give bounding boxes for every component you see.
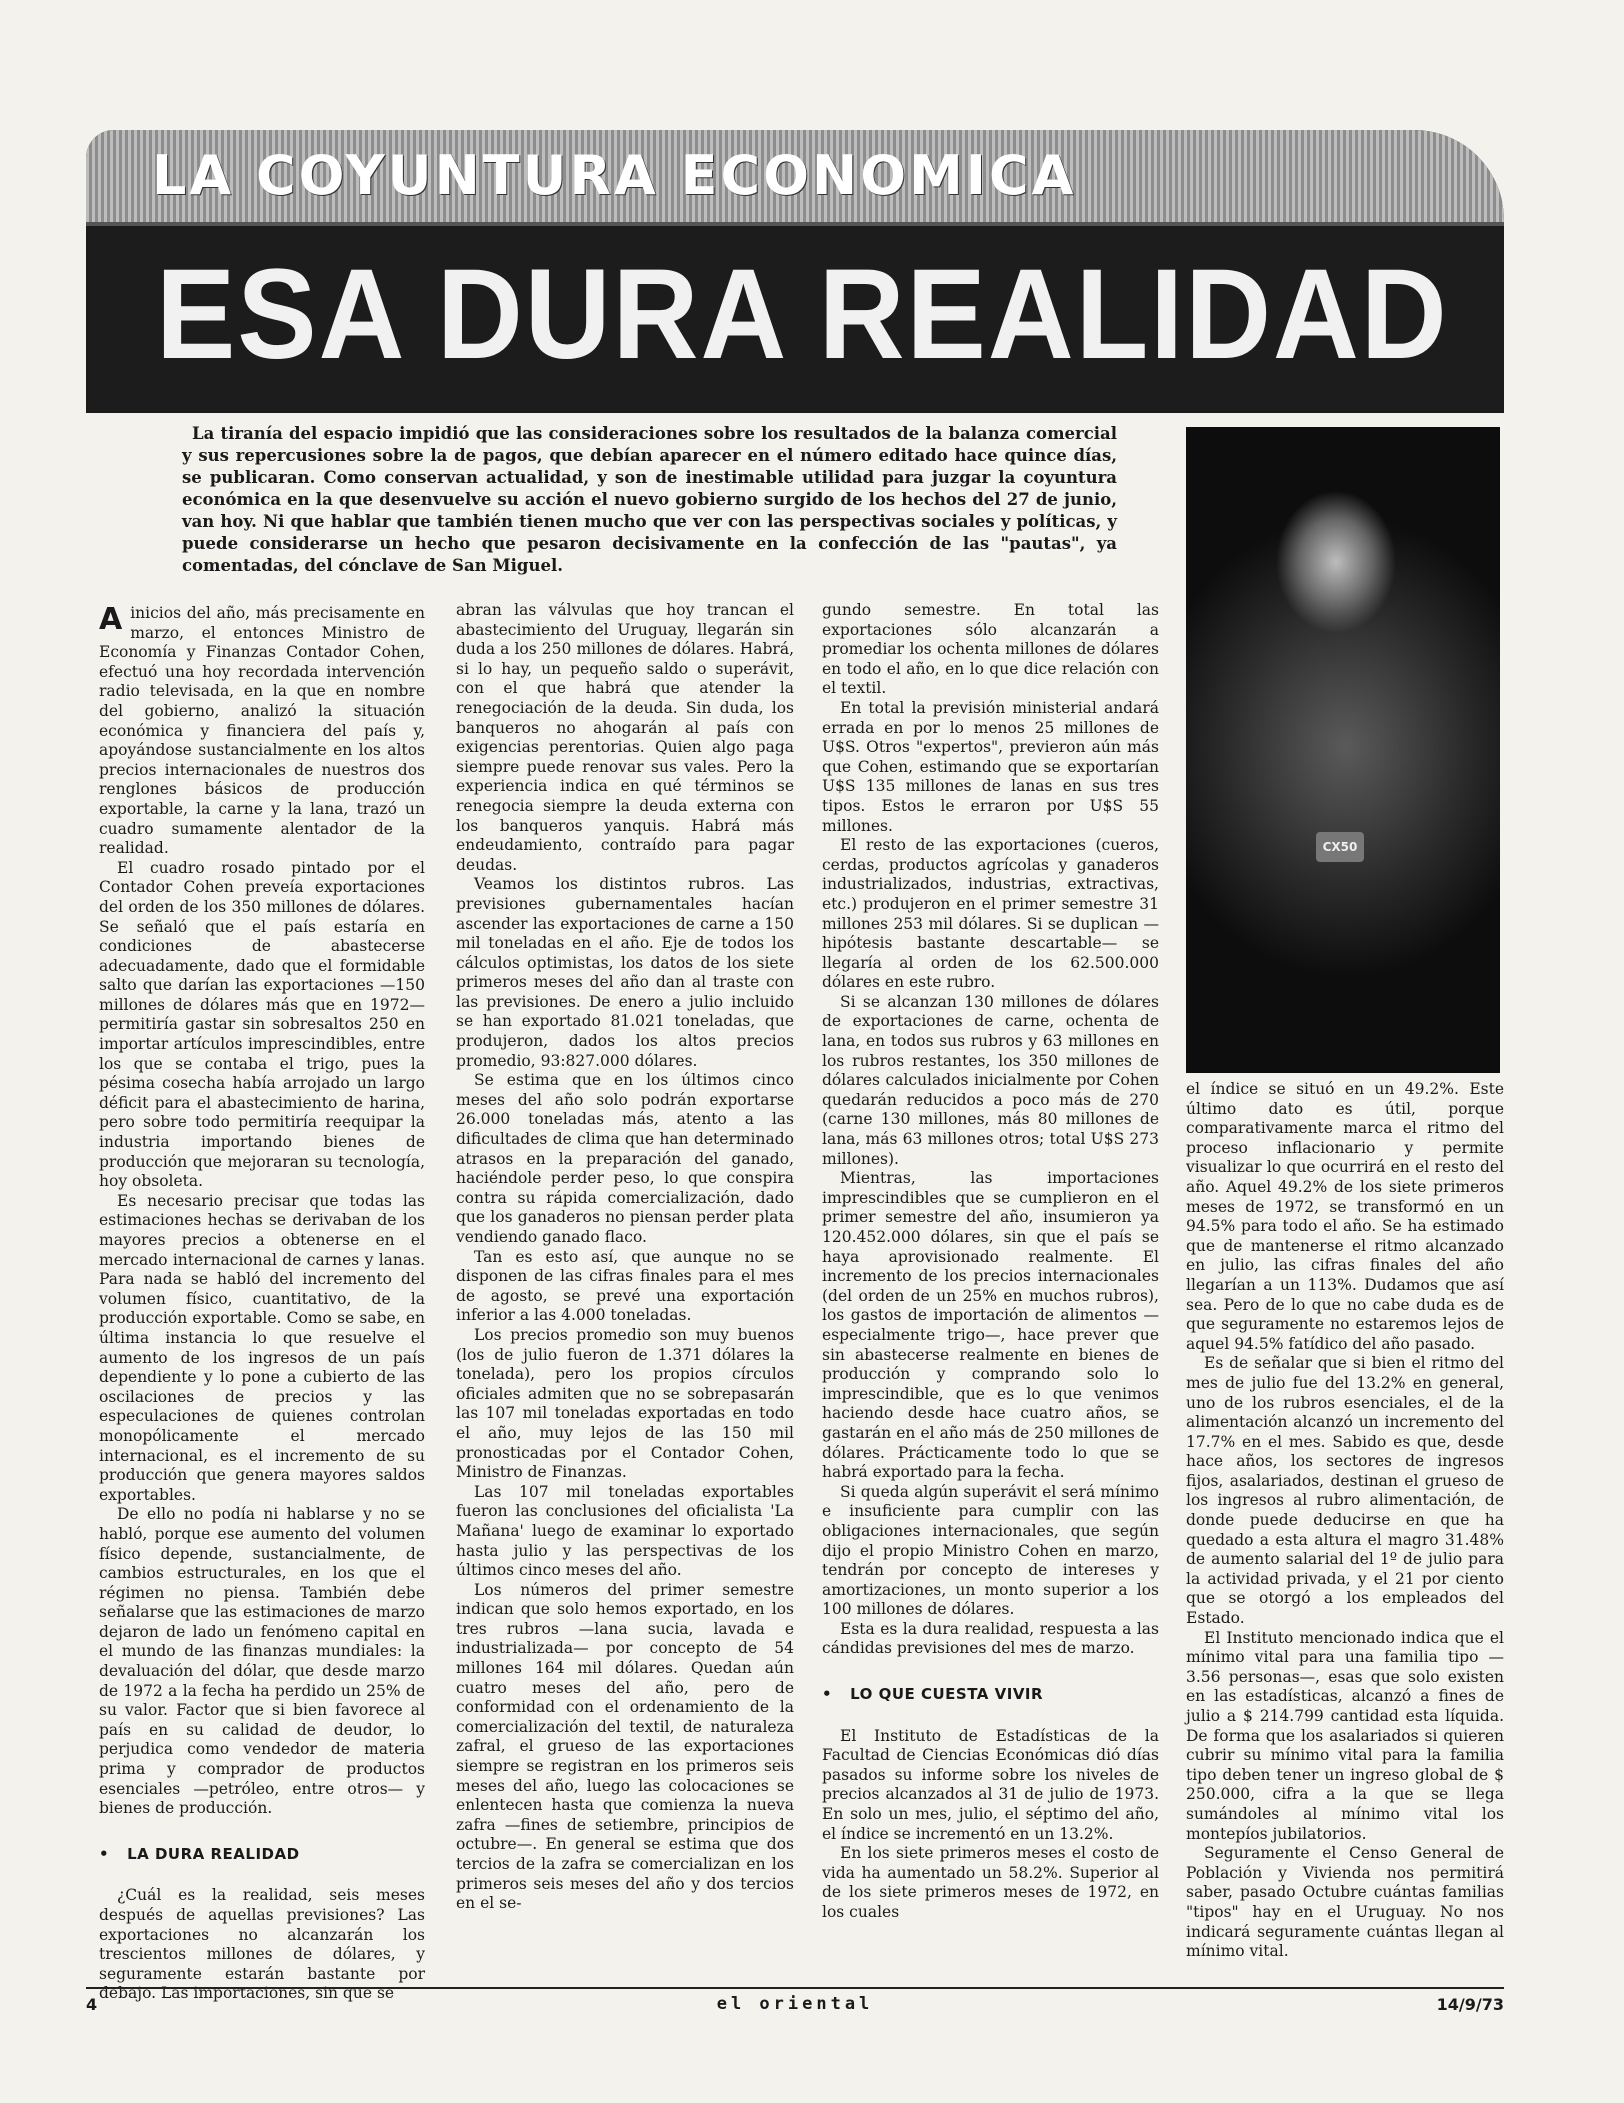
paragraph: Esta es la dura realidad, respuesta a las cándidas previsiones del mes de marzo. [822, 1619, 1159, 1658]
title-banner [86, 130, 1504, 413]
microphone-sign: CX50 [1316, 832, 1364, 862]
subheading: • LA DURA REALIDAD [99, 1845, 425, 1865]
paragraph: el índice se situó en un 49.2%. Este último dato es útil, porque comparativamente marca el ritmo del proceso inflacionario y permite visualizar lo que ocurrirá en el resto del año. Aquel 49.2% de los siete primeros meses de 1972, se transformó en un 94.5% para todo el año. Se ha estimado que de mantenerse el ritmo alcanzado en julio, las cifras finales del año llegarían a un 113%. Dudamos que así sea. Pero de lo que no cabe duda es de que seguramente no estaremos lejos de aquel 94.5% fatídico del año pasado. [1186, 1080, 1504, 1353]
kicker-band [86, 130, 1504, 226]
issue-date: 14/9/73 [1436, 1995, 1504, 2014]
paragraph [99, 604, 425, 859]
column-4 [1186, 1080, 1504, 1962]
drop-cap: A [99, 602, 123, 637]
column-3 [822, 601, 1159, 1923]
paragraph: Es necesario precisar que todas las estimaciones hechas se derivaban de los mayores precios a obtenerse en el mercado internacional de carnes y lanas. Para nada se habló del incremento del volumen físico, cuantitativo, de la producción exportable. Como se sabe, en última instancia lo que resuelve el aumento de los ingresos de un país dependiente y lo pone a cubierto de las oscilaciones de precios y las especulaciones de quienes controlan monopólicamente el mercado internacional, es el incremento de su producción que genera mayores saldos exportables. [99, 1191, 425, 1504]
paragraph: Mientras, las importaciones imprescindibles que se cumplieron en el primer semestre del año, insumieron ya 120.452.000 dólares, sin que el país se haya aprovisionado realmente. El incremento de los precios internacionales (del orden de un 25% en muchos rubros), los gastos de importación de alimentos —especialmente trigo—, hace prever que sin abastecerse realmente en bienes de producción y comprando solo lo imprescindible, que es lo que venimos haciendo desde hace cuatro años, se gastarán en el año más de 250 millones de dólares. Prácticamente todo lo que se habrá exportado para la fecha. [822, 1169, 1159, 1482]
column-2 [456, 601, 794, 1914]
paragraph: Si queda algún superávit el será mínimo e insuficiente para cumplir con las obligaciones internacionales, que según dijo el propio Ministro Cohen en marzo, tendrán por concepto de intereses y amortizaciones, un monto superior a los 100 millones de dólares. [822, 1482, 1159, 1619]
paragraph: Si se alcanzan 130 millones de dólares de exportaciones de carne, ochenta de lana, en todos sus rubros y 63 millones en los rubros restantes, los 350 millones de dólares calculados inicialmente por Cohen quedarán reducidos a poco más de 270 (carne 130 millones, más 80 millones de lana, más 63 millones otros; total U$S 273 millones). [822, 992, 1159, 1168]
publication-name: el oriental [716, 1994, 874, 2014]
section-kicker: LA COYUNTURA ECONOMICA [152, 144, 1077, 207]
paragraph: El Instituto de Estadísticas de la Facultad de Ciencias Económicas dió días pasados su informe sobre los niveles de precios alcanzados al 31 de julio de 1973. En solo un mes, julio, el séptimo del año, el índice se incrementó en un 13.2%. [822, 1726, 1159, 1843]
paragraph: ¿Cuál es la realidad, seis meses después de aquellas previsiones? Las exportaciones no alcanzarán los trescientos millones de dólares, y seguramente estarán bastante por debajo. Las importaciones, sin que se [99, 1886, 425, 2003]
subheading: • LO QUE CUESTA VIVIR [822, 1685, 1159, 1705]
paragraph: Los números del primer semestre indican que solo hemos exportado, en los tres rubros —lana sucia, lavada e industrializada— por concepto de 54 millones 164 mil dólares. Quedan aún cuatro meses del año, pero de conformidad con el ordenamiento de la comercialización del textil, de naturaleza zafral, el grueso de las exportaciones siempre se registran en los primeros seis meses del año, luego las colocaciones se enlentecen hasta que comienza la nueva zafra —fines de setiembre, principios de octubre—. En general se estima que dos tercios de la zafra se comercializan en los primeros seis meses del año y dos tercios en el se- [456, 1580, 794, 1913]
page-footer [86, 1987, 1504, 2019]
paragraph: En total la previsión ministerial andará errada en por lo menos 25 millones de U$S. Otros "expertos", previeron aún más que Cohen, estimando que se exportarían U$S 135 millones de lanas en sus tres tipos. Estos le erraron por U$S 55 millones. [822, 698, 1159, 835]
paragraph: Veamos los distintos rubros. Las previsiones gubernamentales hacían ascender las exportaciones de carne a 150 mil toneladas en el año. Eje de todos los cálculos optimistas, los datos de los siete primeros meses del año dan al traste con las previsiones. De enero a julio incluido se han exportado 81.021 toneladas, que produjeron, dados los altos precios promedio, 93:827.000 dólares. [456, 875, 794, 1070]
paragraph: Seguramente el Censo General de Población y Vivienda nos permitirá saber, pasado Octubre cuántas familias "tipos" hay en el Uruguay. No nos indicará seguramente cuántas llegan al mínimo vital. [1186, 1844, 1504, 1961]
intro-paragraph: La tiranía del espacio impidió que las consideraciones sobre los resultados de la balanza comercial y sus repercusiones sobre la de pagos, que debían aparecer en el número editado hace quince días, se publicaran. Como conservan actualidad, y son de inestimable utilidad para juzgar la coyuntura económica en la que desenvuelve su acción el nuevo gobierno surgido de los hechos del 27 de junio, van hoy. Ni que hablar que también tienen mucho que ver con las perspectivas sociales y políticas, y puede considerarse un hecho que pesaron decisivamente en la confección de las "pautas", ya comentadas, del cónclave de San Miguel. [182, 424, 1117, 575]
column-1 [99, 604, 425, 2004]
paragraph: abran las válvulas que hoy trancan el abastecimiento del Uruguay, llegarán sin duda a los 250 millones de dólares. Habrá, si lo hay, un pequeño saldo o superávit, con el que habrá que atender la renegociación de la deuda. Sin duda, los banqueros no ahogarán al país con exigencias perentorias. Quien algo paga siempre puede renovar sus vales. Pero la experiencia indica en qué términos se renegocia siempre la deuda externa con los banqueros yanquis. Habrá más endeudamiento, contraído para pagar deudas. [456, 601, 794, 874]
page-number: 4 [86, 1995, 98, 2014]
paragraph: El Instituto mencionado indica que el mínimo vital para una familia tipo —3.56 personas—, esas que solo existen en las estadísticas, alcanzó a fines de julio a $ 214.799 cantidad esta líquida. De forma que los asalariados si quieren cubrir su mínimo vital para la familia tipo deben tener un ingreso global de $ 250.000, cifra a la que se llega sumándoles al mínimo vital los montepíos jubilatorios. [1186, 1628, 1504, 1843]
paragraph: Las 107 mil toneladas exportables fueron las conclusiones del oficialista 'La Mañana' luego de examinar lo exportado hasta julio y las perspectivas de los últimos cinco meses del año. [456, 1482, 794, 1580]
paragraph: El cuadro rosado pintado por el Contador Cohen preveía exportaciones del orden de los 350 millones de dólares. Se señaló que el país estaría en condiciones de abastecerse adecuadamente, dado que el formidable salto que darían las exportaciones —150 millones de dólares más que en 1972— permitiría gastar sin sobresaltos 250 en importar artículos imprescindibles, entre los que se contaba el trigo, pues la pésima cosecha había arrojado un largo déficit para el abastecimiento de harina, pero sobre todo permitiría reequipar la industria importando bienes de producción que mejoraran su tecnología, hoy obsoleta. [99, 858, 425, 1191]
photo-portrait [1186, 427, 1500, 1073]
paragraph: En los siete primeros meses el costo de vida ha aumentado un 58.2%. Superior al de los siete primeros meses de 1972, en los cuales [822, 1844, 1159, 1921]
paragraph: Tan es esto así, que aunque no se disponen de las cifras finales para el mes de agosto, se prevé una exportación inferior a las 4.000 toneladas. [456, 1247, 794, 1325]
paragraph: Los precios promedio son muy buenos (los de julio fueron de 1.371 dólares la tonelada), pero los propios círculos oficiales admiten que no se sobrepasarán las 107 mil toneladas exportadas en todo el año, muy lejos de las 150 mil pronosticadas por el Contador Cohen, Ministro de Finanzas. [456, 1325, 794, 1482]
paragraph: Es de señalar que si bien el ritmo del mes de julio fue del 13.2% en general, uno de los rubros esenciales, el de la alimentación alcanzó un incremento del 17.7% en el mes. Sabido es que, desde hace años, los sectores de ingresos fijos, asalariados, destinan el grueso de los ingresos al rubro alimentación, de donde puede deducirse en que ha quedado a esta altura el magro 31.48% de aumento salarial del 1º de julio para la actividad privada, y el 21 por ciento que se otorgó a los empleados del Estado. [1186, 1354, 1504, 1628]
paragraph: De ello no podía ni hablarse y no se habló, porque ese aumento del volumen físico depende, sustancialmente, de cambios estructurales, en los que el régimen no piensa. También debe señalarse que las estimaciones de marzo dejaron de lado un fenómeno capital en el mundo de las finanzas mundiales: la devaluación del dólar, que desde marzo de 1972 a la fecha ha perdido un 25% de su valor. Factor que si bien favorece al país en su calidad de deudor, lo perjudica como vendedor de materia prima y comprador de productos esenciales —petróleo, entre otros— y bienes de producción. [99, 1505, 425, 1818]
paragraph: Se estima que en los últimos cinco meses del año solo podrán exportarse 26.000 toneladas más, atento a las dificultades de clima que han determinado atrasos en la preparación del ganado, haciéndole perder peso, lo que conspira contra su rápida comercialización, dado que los ganaderos no piensan perder plata vendiendo ganado flaco. [456, 1071, 794, 1246]
paragraph: El resto de las exportaciones (cueros, cerdas, productos agrícolas y ganaderos industrializados, industrias, extractivas, etc.) produjeron en el primer semestre 31 millones 253 mil dólares. Si se duplican —hipótesis bastante descartable— se llegaría al orden de los 62.500.000 dólares en este rubro. [822, 836, 1159, 992]
paragraph-text: inicios del año, más precisamente en marzo, el entonces Ministro de Economía y Finanzas Contador Cohen, efectuó una hoy recordada intervención radio televisada, en la que en nombre del gobierno, analizó la situación económica y financiera del país y, apoyándose sustancialmente en los altos precios internacionales de nuestros dos renglones básicos de producción exportable, la carne y la lana, trazó un cuadro sumamente alentador de la realidad. [99, 604, 425, 858]
paragraph: gundo semestre. En total las exportaciones sólo alcanzarán a promediar los ochenta millones de dólares en todo el año, en lo que dice relación con el textil. [822, 601, 1159, 698]
headline: ESA DURA REALIDAD [156, 243, 1449, 386]
